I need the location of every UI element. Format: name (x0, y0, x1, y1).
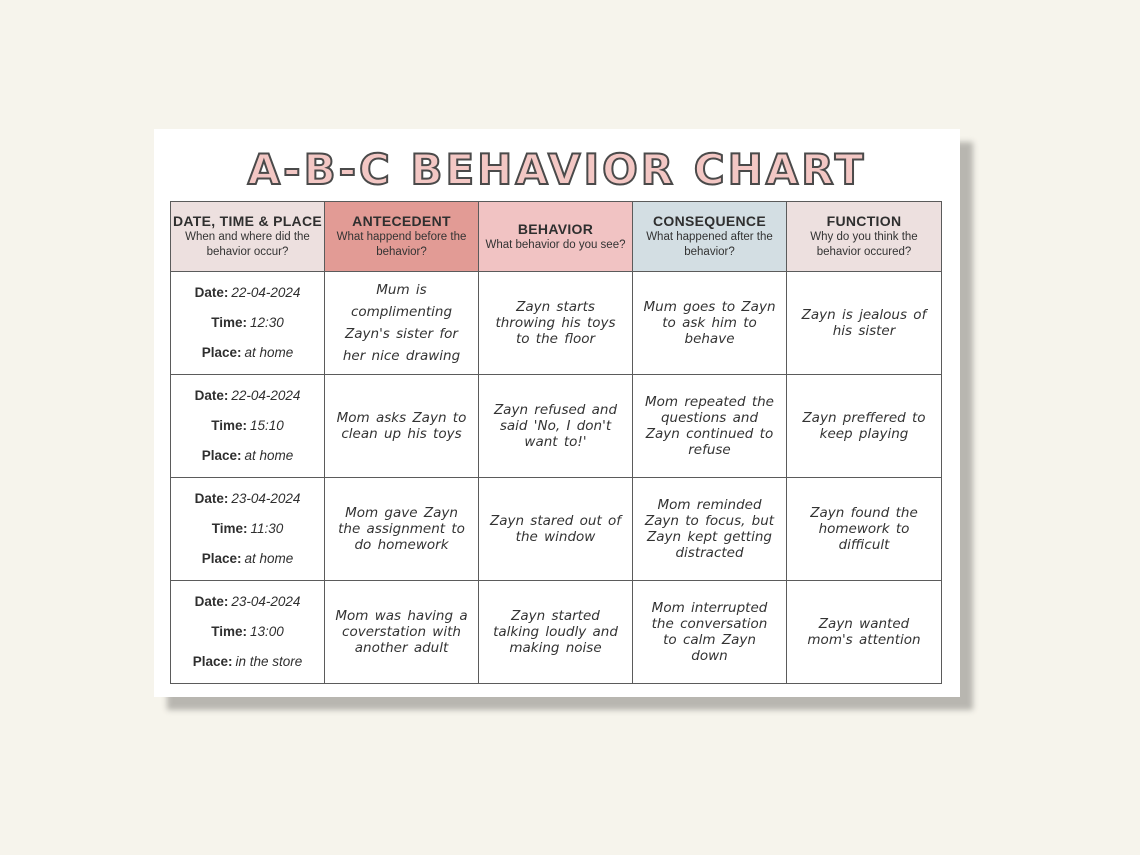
place-label: Place: (201, 448, 242, 463)
consequence-text: Mom reminded Zayn to focus, but Zayn kept getting distracted (644, 497, 775, 561)
behavior-cell (479, 272, 633, 375)
consequence-text: Mom interrupted the conversation to calm Zayn down (651, 600, 768, 664)
header-subtitle: What behavior do you see? (485, 238, 626, 251)
date-time-place-cell (171, 478, 325, 581)
header-function (787, 202, 942, 272)
date-label: Date: (194, 285, 229, 300)
header-consequence (633, 202, 787, 272)
header-date-time-place (171, 202, 325, 272)
table-row (171, 478, 942, 581)
time-line (171, 617, 324, 647)
time-label: Time: (211, 521, 248, 536)
header-title: CONSEQUENCE (653, 213, 766, 229)
header-row (171, 202, 942, 272)
header-subtitle: When and where did the behavior occur? (185, 231, 310, 258)
function-text: Zayn is jealous of his sister (801, 307, 927, 339)
time-value: 12:30 (249, 315, 284, 330)
time-value: 15:10 (249, 418, 284, 433)
behavior-text: Zayn started talking loudly and making noise (493, 608, 618, 656)
place-value: at home (244, 448, 294, 463)
date-label: Date: (194, 491, 229, 506)
place-value: at home (244, 345, 294, 360)
date-time-place-cell (171, 581, 325, 684)
function-text: Zayn preffered to keep playing (802, 410, 926, 442)
header-title: BEHAVIOR (517, 220, 594, 237)
antecedent-text: Mom asks Zayn to clean up his toys (336, 410, 467, 442)
date-line (171, 587, 324, 617)
behavior-text: Zayn refused and said 'No, I don't want to!' (493, 402, 618, 450)
consequence-cell (633, 581, 787, 684)
header-antecedent (325, 202, 479, 272)
time-line (171, 514, 324, 544)
place-line (171, 441, 324, 471)
time-value: 13:00 (249, 624, 284, 639)
chart-sheet (154, 129, 960, 697)
time-value: 11:30 (250, 521, 284, 536)
time-line (171, 308, 324, 338)
antecedent-text: Mom was having a coverstation with another adult (335, 608, 468, 656)
place-line (171, 338, 324, 368)
place-line (171, 647, 324, 677)
time-label: Time: (211, 315, 247, 330)
date-label: Date: (194, 594, 229, 609)
consequence-text: Mom repeated the questions and Zayn continued to refuse (645, 394, 774, 458)
place-label: Place: (201, 551, 242, 566)
antecedent-text: Mom gave Zayn the assignment to do homework (338, 505, 465, 553)
header-behavior (479, 202, 633, 272)
table-row (171, 581, 942, 684)
function-cell (787, 375, 942, 478)
place-label: Place: (201, 345, 242, 360)
table-row (171, 272, 942, 375)
behavior-cell (479, 478, 633, 581)
date-line (171, 381, 324, 411)
chart-title: A-B-C BEHAVIOR CHART (247, 145, 867, 194)
date-value: 22-04-2024 (231, 285, 301, 300)
date-label: Date: (194, 388, 229, 403)
abc-table (170, 201, 942, 684)
antecedent-text: Mum is complimenting Zayn's sister for her nice drawing (342, 282, 461, 364)
function-text: Zayn found the homework to difficult (810, 505, 918, 553)
function-cell (787, 478, 942, 581)
place-value: in the store (235, 654, 303, 669)
table-row (171, 375, 942, 478)
behavior-text: Zayn starts throwing his toys to the floor (495, 299, 616, 347)
date-value: 23-04-2024 (231, 491, 301, 506)
function-text: Zayn wanted mom's attention (807, 616, 921, 648)
behavior-cell (479, 581, 633, 684)
header-subtitle: What happend before the behavior? (336, 231, 467, 258)
behavior-text: Zayn stared out of the window (489, 513, 622, 545)
time-line (171, 411, 324, 441)
date-line (171, 278, 324, 308)
antecedent-cell (325, 375, 479, 478)
place-label: Place: (192, 654, 233, 669)
antecedent-cell (325, 581, 479, 684)
time-label: Time: (211, 624, 247, 639)
header-title: ANTECEDENT (352, 213, 451, 229)
date-value: 22-04-2024 (231, 388, 301, 403)
date-line (171, 484, 324, 514)
date-time-place-cell (171, 375, 325, 478)
function-cell (787, 272, 942, 375)
place-value: at home (244, 551, 294, 566)
consequence-cell (633, 375, 787, 478)
place-line (171, 544, 324, 574)
function-cell (787, 581, 942, 684)
antecedent-cell (325, 478, 479, 581)
header-title: DATE, TIME & PLACE (172, 213, 323, 229)
header-title: FUNCTION (826, 213, 902, 229)
time-label: Time: (211, 418, 247, 433)
header-subtitle: What happened after the behavior? (646, 231, 773, 258)
date-value: 23-04-2024 (231, 594, 301, 609)
consequence-text: Mum goes to Zayn to ask him to behave (643, 299, 776, 347)
consequence-cell (633, 272, 787, 375)
behavior-cell (479, 375, 633, 478)
date-time-place-cell (171, 272, 325, 375)
consequence-cell (633, 478, 787, 581)
antecedent-cell (325, 272, 479, 375)
header-subtitle: Why do you think the behavior occured? (810, 231, 918, 258)
